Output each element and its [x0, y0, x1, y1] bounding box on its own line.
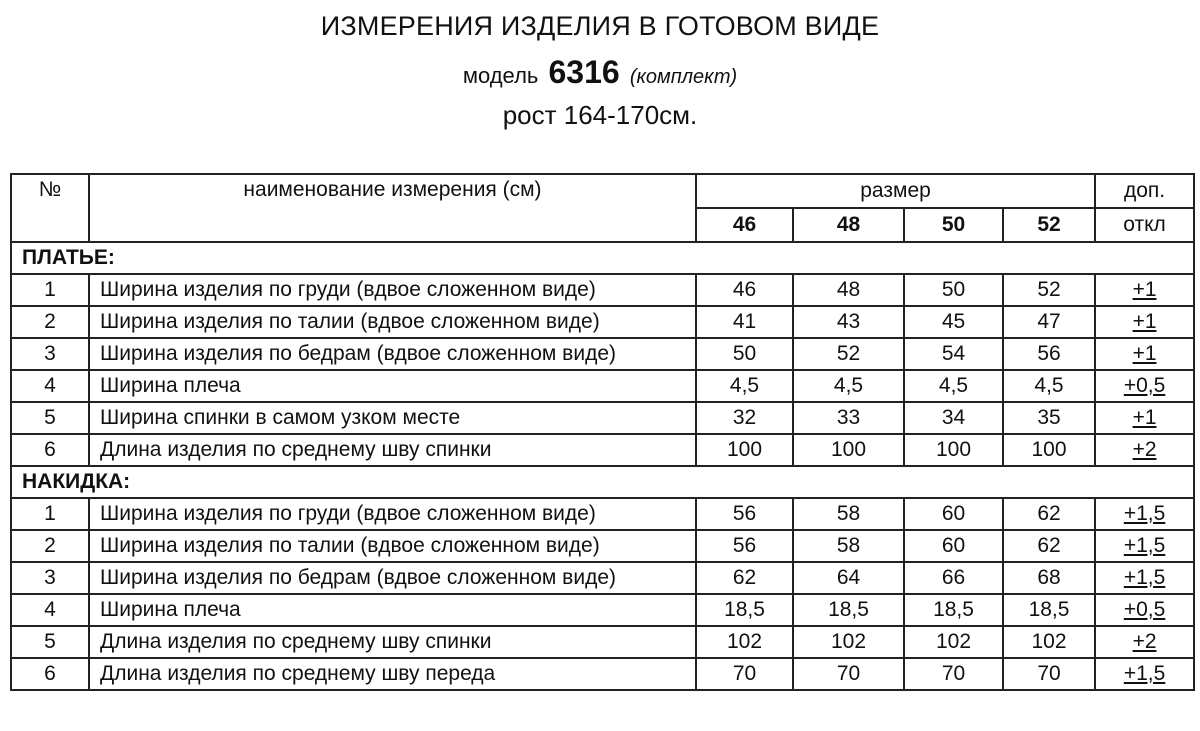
- measurement-value: 60: [904, 530, 1003, 562]
- tolerance-value: +1: [1132, 406, 1157, 429]
- table-row: [11, 402, 1194, 434]
- measurement-value: 32: [696, 402, 793, 434]
- measurement-value: 52: [1003, 274, 1095, 306]
- size-header: 46: [696, 208, 793, 242]
- measurement-value: 35: [1003, 402, 1095, 434]
- table-row: [11, 562, 1194, 594]
- measurement-value: 4,5: [904, 370, 1003, 402]
- measurement-name: Ширина плеча: [89, 594, 696, 626]
- tolerance-value: +2: [1132, 630, 1157, 653]
- tolerance-value: +1: [1132, 310, 1157, 333]
- measurement-name: Длина изделия по среднему шву переда: [89, 658, 696, 690]
- measurement-name: Ширина изделия по талии (вдвое сложенном виде): [89, 530, 696, 562]
- tolerance-value: +1,5: [1123, 502, 1166, 525]
- column-tolerance-header-2: откл: [1095, 208, 1194, 242]
- height-range: рост 164-170см.: [502, 100, 698, 130]
- measurement-value: 102: [1003, 626, 1095, 658]
- row-number: 2: [11, 306, 89, 338]
- measurement-value: 43: [793, 306, 904, 338]
- tolerance-cell: [1095, 338, 1194, 370]
- tolerance-value: +1,5: [1123, 566, 1166, 589]
- header-row: [11, 174, 1194, 208]
- measurement-value: 52: [793, 338, 904, 370]
- tolerance-cell: [1095, 658, 1194, 690]
- row-number: 6: [11, 434, 89, 466]
- row-number: 3: [11, 338, 89, 370]
- tolerance-value: +0,5: [1123, 374, 1166, 397]
- measurement-value: 102: [793, 626, 904, 658]
- tolerance-cell: [1095, 402, 1194, 434]
- tolerance-value: +1: [1132, 342, 1157, 365]
- measurement-value: 64: [793, 562, 904, 594]
- row-number: 4: [11, 370, 89, 402]
- size-header: 48: [793, 208, 904, 242]
- measurement-value: 4,5: [696, 370, 793, 402]
- table-row: [11, 370, 1194, 402]
- table-row: [11, 434, 1194, 466]
- measurement-value: 45: [904, 306, 1003, 338]
- row-number: 1: [11, 274, 89, 306]
- tolerance-cell: [1095, 626, 1194, 658]
- measurement-value: 50: [696, 338, 793, 370]
- measurement-value: 102: [696, 626, 793, 658]
- measurement-value: 58: [793, 530, 904, 562]
- measurement-value: 56: [696, 498, 793, 530]
- measurements-table: [10, 173, 1195, 691]
- section-title: ПЛАТЬЕ:: [11, 242, 1194, 274]
- measurement-value: 100: [793, 434, 904, 466]
- table-row: [11, 658, 1194, 690]
- column-name-header: наименование измерения (см): [89, 174, 696, 242]
- tolerance-value: +1,5: [1123, 534, 1166, 557]
- measurement-value: 41: [696, 306, 793, 338]
- measurement-name: Ширина изделия по бедрам (вдвое сложенном виде): [89, 562, 696, 594]
- measurement-value: 100: [1003, 434, 1095, 466]
- table-row: [11, 626, 1194, 658]
- tolerance-cell: [1095, 274, 1194, 306]
- measurement-value: 56: [1003, 338, 1095, 370]
- row-number: 6: [11, 658, 89, 690]
- row-number: 5: [11, 402, 89, 434]
- measurement-value: 70: [904, 658, 1003, 690]
- section-row: [11, 466, 1194, 498]
- tolerance-cell: [1095, 306, 1194, 338]
- row-number: 2: [11, 530, 89, 562]
- measurement-value: 62: [696, 562, 793, 594]
- column-number-header: №: [11, 174, 89, 242]
- measurement-value: 48: [793, 274, 904, 306]
- size-header: 50: [904, 208, 1003, 242]
- measurement-value: 60: [904, 498, 1003, 530]
- tolerance-cell: [1095, 562, 1194, 594]
- measurement-value: 70: [793, 658, 904, 690]
- table-row: [11, 530, 1194, 562]
- tolerance-cell: [1095, 370, 1194, 402]
- section-row: [11, 242, 1194, 274]
- measurement-name: Длина изделия по среднему шву спинки: [89, 626, 696, 658]
- table-row: [11, 338, 1194, 370]
- measurement-value: 18,5: [1003, 594, 1095, 626]
- tolerance-cell: [1095, 594, 1194, 626]
- tolerance-cell: [1095, 498, 1194, 530]
- measurement-value: 62: [1003, 498, 1095, 530]
- measurement-value: 58: [793, 498, 904, 530]
- model-suffix: (комплект): [629, 66, 738, 88]
- model-prefix: модель: [462, 63, 539, 88]
- table-row: [11, 594, 1194, 626]
- measurement-name: Ширина изделия по талии (вдвое сложенном виде): [89, 306, 696, 338]
- measurement-value: 18,5: [696, 594, 793, 626]
- tolerance-value: +1,5: [1123, 662, 1166, 685]
- column-tolerance-header-1: доп.: [1095, 174, 1194, 208]
- measurement-name: Ширина изделия по груди (вдвое сложенном виде): [89, 274, 696, 306]
- tolerance-value: +2: [1132, 438, 1157, 461]
- measurement-value: 33: [793, 402, 904, 434]
- measurement-value: 102: [904, 626, 1003, 658]
- measurement-value: 70: [696, 658, 793, 690]
- measurement-value: 34: [904, 402, 1003, 434]
- measurement-value: 18,5: [793, 594, 904, 626]
- measurement-value: 4,5: [793, 370, 904, 402]
- measurement-value: 100: [904, 434, 1003, 466]
- measurement-value: 56: [696, 530, 793, 562]
- row-number: 5: [11, 626, 89, 658]
- section-title: НАКИДКА:: [11, 466, 1194, 498]
- size-header: 52: [1003, 208, 1095, 242]
- measurement-value: 4,5: [1003, 370, 1095, 402]
- measurement-value: 70: [1003, 658, 1095, 690]
- table-row: [11, 306, 1194, 338]
- model-line: [0, 52, 1200, 97]
- measurement-value: 68: [1003, 562, 1095, 594]
- measurement-value: 18,5: [904, 594, 1003, 626]
- measurement-name: Ширина изделия по груди (вдвое сложенном виде): [89, 498, 696, 530]
- measurement-value: 54: [904, 338, 1003, 370]
- column-size-header: размер: [696, 174, 1095, 208]
- table-row: [11, 498, 1194, 530]
- measurement-name: Ширина изделия по бедрам (вдвое сложенном виде): [89, 338, 696, 370]
- row-number: 1: [11, 498, 89, 530]
- tolerance-cell: [1095, 434, 1194, 466]
- measurement-name: Длина изделия по среднему шву спинки: [89, 434, 696, 466]
- table-row: [11, 274, 1194, 306]
- measurement-value: 100: [696, 434, 793, 466]
- measurement-name: Ширина спинки в самом узком месте: [89, 402, 696, 434]
- measurement-name: Ширина плеча: [89, 370, 696, 402]
- tolerance-cell: [1095, 530, 1194, 562]
- document-title: ИЗМЕРЕНИЯ ИЗДЕЛИЯ В ГОТОВОМ ВИДЕ: [320, 11, 880, 41]
- measurement-value: 50: [904, 274, 1003, 306]
- measurement-value: 46: [696, 274, 793, 306]
- measurement-value: 47: [1003, 306, 1095, 338]
- tolerance-value: +1: [1132, 278, 1157, 301]
- model-number: 6316: [548, 54, 620, 90]
- row-number: 3: [11, 562, 89, 594]
- measurement-value: 66: [904, 562, 1003, 594]
- measurement-value: 62: [1003, 530, 1095, 562]
- row-number: 4: [11, 594, 89, 626]
- tolerance-value: +0,5: [1123, 598, 1166, 621]
